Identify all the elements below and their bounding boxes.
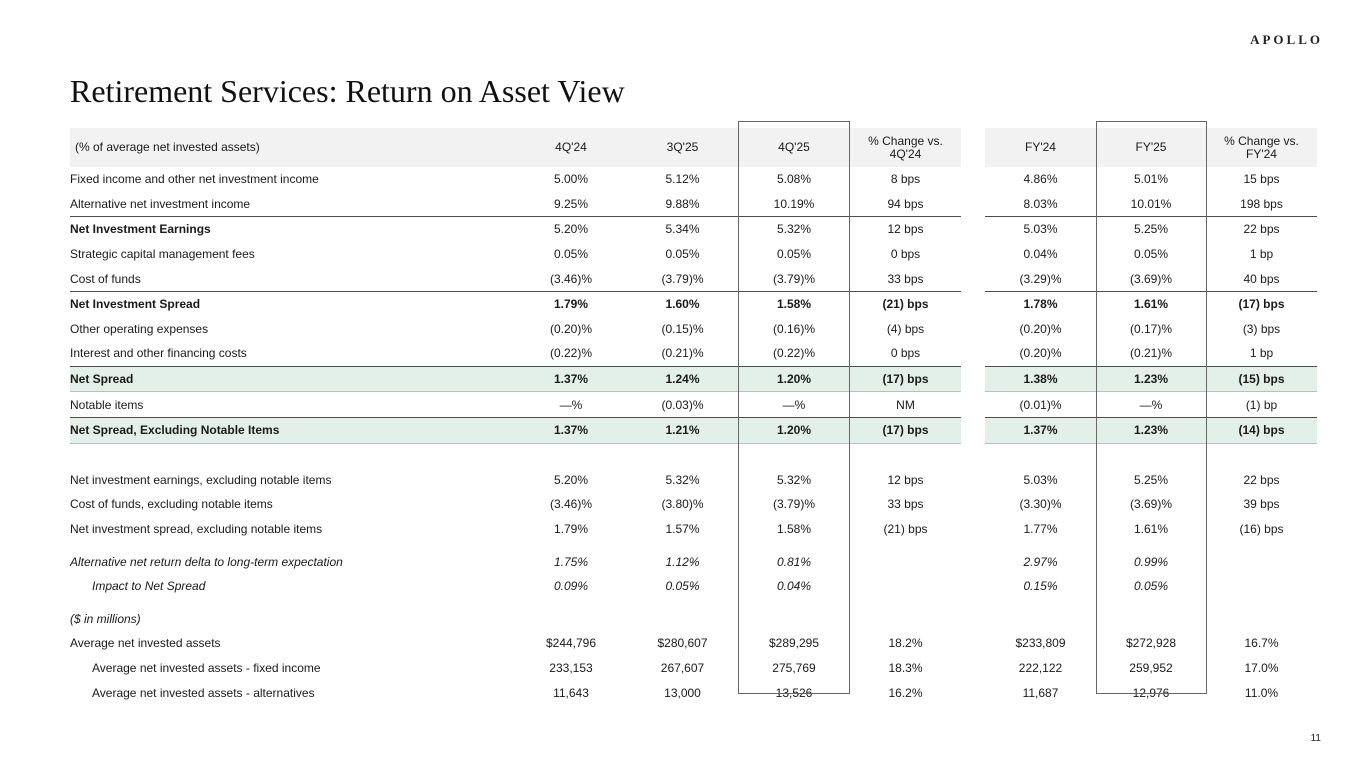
cell-value: 5.12% (665, 172, 700, 187)
cell-value: 0.05% (665, 579, 700, 594)
cell-value: 198 bps (1240, 196, 1283, 211)
cell-value (850, 607, 961, 632)
column-header: FY'25 (1096, 128, 1206, 167)
cell-value: 5.08% (776, 172, 812, 187)
column-gap (961, 366, 985, 392)
cell-value: 5.03% (1023, 472, 1058, 487)
row-label: Fixed income and other net investment income (70, 172, 319, 187)
cell-value: (17) bps (850, 366, 961, 392)
cell-value: 9.88% (665, 196, 700, 211)
cell-value: (21) bps (850, 291, 961, 316)
cell-value: 11,643 (553, 685, 589, 700)
table-row (70, 317, 1317, 342)
column-gap (961, 549, 985, 574)
column-gap (961, 242, 985, 267)
cell-value: (0.20)% (1019, 321, 1062, 336)
cell-value: (1) bp (1245, 397, 1278, 412)
cell-value: (3.80)% (661, 497, 704, 512)
cell-value: 5.25% (1096, 217, 1206, 242)
cell-value: 11.0% (1244, 685, 1279, 700)
row-label: Net Investment Earnings (70, 217, 515, 242)
cell-value: 11,687 (1022, 685, 1059, 700)
cell-value: 0.99% (1133, 554, 1169, 569)
cell-value: (3.46)% (549, 497, 593, 512)
cell-value: 1 bp (1249, 346, 1274, 361)
cell-value: (0.21)% (661, 346, 704, 361)
cell-value: 5.20% (553, 472, 589, 487)
cell-value: 267,607 (660, 660, 705, 675)
table-row (70, 468, 1317, 493)
cell-value: (0.20)% (1019, 346, 1062, 361)
cell-value: 1.77% (1023, 522, 1058, 537)
cell-value: 1.20% (738, 417, 850, 443)
spacer-cell (70, 599, 1317, 607)
cell-value: 1.37% (515, 417, 627, 443)
cell-value: 5.32% (776, 472, 812, 487)
cell-value: 5.01% (1133, 172, 1169, 187)
column-gap (961, 574, 985, 599)
row-label: Alternative net return delta to long-term expectation (70, 554, 343, 569)
spacer-cell (70, 541, 1317, 549)
column-gap (961, 128, 985, 167)
roa-table (70, 128, 1317, 705)
cell-value: 222,122 (1018, 660, 1063, 675)
cell-value: 1.21% (627, 417, 738, 443)
row-label: Net Investment Spread (70, 291, 515, 316)
column-header: % Change vs. FY'24 (1206, 128, 1317, 167)
row-label: Notable items (70, 397, 144, 412)
column-gap (961, 680, 985, 705)
table-row (70, 217, 1317, 242)
table-row (70, 417, 1317, 443)
table-header-row (70, 128, 1317, 167)
cell-value: (3.46)% (549, 271, 593, 286)
table-row (70, 167, 1317, 192)
cell-value: 0.05% (665, 247, 700, 262)
cell-value: 0 bps (890, 346, 921, 361)
cell-value: 1.78% (985, 291, 1096, 316)
row-label: Average net invested assets - fixed income (92, 660, 321, 675)
spacer-cell (70, 443, 1317, 468)
cell-value: —% (1139, 397, 1163, 412)
table-row (70, 607, 1317, 632)
cell-value: 1.61% (1133, 522, 1169, 537)
row-label: Net investment spread, excluding notable items (70, 522, 323, 537)
cell-value: (3.79)% (772, 497, 816, 512)
cell-value: (3.79)% (661, 271, 704, 286)
cell-value: 1.58% (776, 522, 812, 537)
cell-value: 39 bps (1243, 497, 1280, 512)
cell-value: 5.32% (665, 472, 700, 487)
cell-value: (3.79)% (772, 271, 816, 286)
column-gap (961, 417, 985, 443)
cell-value (515, 607, 627, 632)
column-header: 4Q'25 (738, 128, 850, 167)
cell-value (850, 549, 961, 574)
cell-value (738, 607, 850, 632)
cell-value: 0.81% (776, 554, 812, 569)
cell-value: 259,952 (1129, 660, 1173, 675)
cell-value: 16.7% (1244, 636, 1279, 651)
cell-value: $272,928 (1125, 636, 1177, 651)
cell-value: 22 bps (1206, 217, 1317, 242)
column-gap (961, 392, 985, 418)
row-label: ($ in millions) (70, 611, 141, 626)
cell-value: 2.97% (1023, 554, 1058, 569)
cell-value: $280,607 (657, 636, 708, 651)
row-label: Other operating expenses (70, 321, 209, 336)
cell-value: 18.2% (888, 636, 923, 651)
cell-value: 16.2% (888, 685, 923, 700)
page-number: 11 (1310, 733, 1321, 744)
cell-value: 94 bps (887, 196, 924, 211)
cell-value: 233,153 (549, 660, 593, 675)
column-gap (961, 217, 985, 242)
cell-value: 0.05% (1133, 579, 1169, 594)
column-gap (961, 656, 985, 681)
cell-value: $244,796 (545, 636, 597, 651)
cell-value: (17) bps (1206, 291, 1317, 316)
cell-value: (21) bps (883, 522, 928, 537)
column-gap (961, 631, 985, 656)
cell-value: 0.05% (776, 247, 812, 262)
cell-value: 4.86% (1023, 172, 1058, 187)
column-gap (961, 167, 985, 192)
column-header: FY'24 (985, 128, 1096, 167)
cell-value: 1.12% (665, 554, 700, 569)
table-row (70, 549, 1317, 574)
table-row (70, 291, 1317, 316)
cell-value: —% (559, 397, 583, 412)
column-gap (961, 192, 985, 217)
table-row (70, 574, 1317, 599)
cell-value: 1.57% (665, 522, 700, 537)
cell-value: 40 bps (1243, 271, 1280, 286)
cell-value: (0.03)% (661, 397, 704, 412)
cell-value: (3.29)% (1019, 271, 1062, 286)
cell-value: (14) bps (1206, 417, 1317, 443)
cell-value: $289,295 (768, 636, 820, 651)
cell-value: 1.24% (627, 366, 738, 392)
cell-value: (0.22)% (772, 346, 816, 361)
cell-value: —% (782, 397, 806, 412)
cell-value: 13,000 (664, 685, 701, 700)
cell-value: 5.20% (515, 217, 627, 242)
cell-value: NM (896, 397, 915, 412)
cell-value: 12,976 (1132, 685, 1170, 700)
cell-value: 1.79% (515, 291, 627, 316)
cell-value: 1.37% (985, 417, 1096, 443)
row-label: Net investment earnings, excluding notable items (70, 472, 332, 487)
cell-value: (0.20)% (549, 321, 593, 336)
column-gap (961, 492, 985, 517)
row-label: Strategic capital management fees (70, 247, 255, 262)
row-label: Interest and other financing costs (70, 346, 247, 361)
cell-value (1206, 574, 1317, 599)
column-gap (961, 517, 985, 542)
cell-value: $233,809 (1015, 636, 1066, 651)
cell-value: 15 bps (1243, 172, 1280, 187)
column-header: 4Q'24 (515, 128, 627, 167)
cell-value (1206, 549, 1317, 574)
page-title: Retirement Services: Return on Asset View (70, 73, 625, 110)
column-header: (% of average net invested assets) (70, 128, 515, 167)
cell-value: 5.34% (627, 217, 738, 242)
cell-value (1096, 607, 1206, 632)
table-row (70, 242, 1317, 267)
column-header: 3Q'25 (627, 128, 738, 167)
table-row (70, 631, 1317, 656)
row-label: Alternative net investment income (70, 196, 251, 211)
cell-value (1206, 607, 1317, 632)
cell-value: 10.01% (1130, 196, 1172, 211)
cell-value: 10.19% (773, 196, 815, 211)
row-label: Cost of funds (70, 271, 141, 286)
cell-value: 0.05% (553, 247, 589, 262)
table-row (70, 192, 1317, 217)
table-row (70, 341, 1317, 366)
table-row (70, 517, 1317, 542)
row-label: Net Spread (70, 366, 515, 392)
cell-value: (3.69)% (1129, 271, 1173, 286)
cell-value (850, 574, 961, 599)
apollo-logo: APOLLO (1250, 32, 1323, 47)
cell-value: (0.17)% (1129, 321, 1173, 336)
row-label: Impact to Net Spread (92, 579, 206, 594)
cell-value: 12 bps (850, 217, 961, 242)
cell-value: 1 bp (1249, 247, 1274, 262)
cell-value: 1.58% (738, 291, 850, 316)
table-row (70, 492, 1317, 517)
table-row (70, 392, 1317, 418)
cell-value: 1.75% (553, 554, 589, 569)
cell-value: 1.79% (553, 522, 589, 537)
column-gap (961, 317, 985, 342)
cell-value: 0.04% (1023, 247, 1058, 262)
cell-value: (0.16)% (772, 321, 816, 336)
cell-value: (0.01)% (1019, 397, 1062, 412)
cell-value: 9.25% (553, 196, 589, 211)
cell-value: (3) bps (1242, 321, 1281, 336)
cell-value: 1.23% (1096, 366, 1206, 392)
cell-value: 5.25% (1133, 472, 1169, 487)
cell-value: 0.04% (776, 579, 812, 594)
cell-value: 5.00% (553, 172, 589, 187)
cell-value: 22 bps (1243, 472, 1280, 487)
table-row (70, 680, 1317, 705)
cell-value: 0 bps (890, 247, 921, 262)
cell-value: 17.0% (1244, 660, 1279, 675)
column-gap (961, 266, 985, 291)
cell-value: 13,526 (775, 685, 813, 700)
cell-value: (0.22)% (549, 346, 593, 361)
spacer-row (70, 599, 1317, 607)
cell-value: 8 bps (890, 172, 921, 187)
column-header: % Change vs. 4Q'24 (850, 128, 961, 167)
cell-value: 18.3% (888, 660, 923, 675)
row-label: Cost of funds, excluding notable items (70, 497, 273, 512)
cell-value: 33 bps (887, 271, 924, 286)
cell-value: (4) bps (886, 321, 925, 336)
cell-value: (0.21)% (1129, 346, 1173, 361)
column-gap (961, 468, 985, 493)
cell-value: 1.23% (1096, 417, 1206, 443)
table-row (70, 656, 1317, 681)
cell-value: 33 bps (887, 497, 924, 512)
cell-value: 5.32% (738, 217, 850, 242)
column-gap (961, 607, 985, 632)
cell-value (985, 607, 1096, 632)
cell-value: 275,769 (772, 660, 816, 675)
cell-value: 5.03% (985, 217, 1096, 242)
cell-value: 0.09% (553, 579, 589, 594)
row-label: Average net invested assets (70, 636, 221, 651)
cell-value: 0.15% (1023, 579, 1058, 594)
cell-value: 1.20% (738, 366, 850, 392)
row-label: Average net invested assets - alternatives (92, 685, 315, 700)
cell-value: (0.15)% (661, 321, 704, 336)
cell-value: 8.03% (1023, 196, 1058, 211)
table-row (70, 366, 1317, 392)
cell-value: (16) bps (1239, 522, 1284, 537)
cell-value: 1.37% (515, 366, 627, 392)
cell-value: (3.69)% (1129, 497, 1173, 512)
cell-value: 12 bps (887, 472, 924, 487)
cell-value: 1.60% (627, 291, 738, 316)
cell-value: 1.61% (1096, 291, 1206, 316)
spacer-row (70, 541, 1317, 549)
spacer-row (70, 443, 1317, 468)
row-label: Net Spread, Excluding Notable Items (70, 417, 515, 443)
column-gap (961, 341, 985, 366)
cell-value: (15) bps (1206, 366, 1317, 392)
cell-value: 0.05% (1133, 247, 1169, 262)
column-gap (961, 291, 985, 316)
cell-value: (17) bps (850, 417, 961, 443)
cell-value: (3.30)% (1019, 497, 1062, 512)
table-row (70, 266, 1317, 291)
cell-value: 1.38% (985, 366, 1096, 392)
cell-value (627, 607, 738, 632)
